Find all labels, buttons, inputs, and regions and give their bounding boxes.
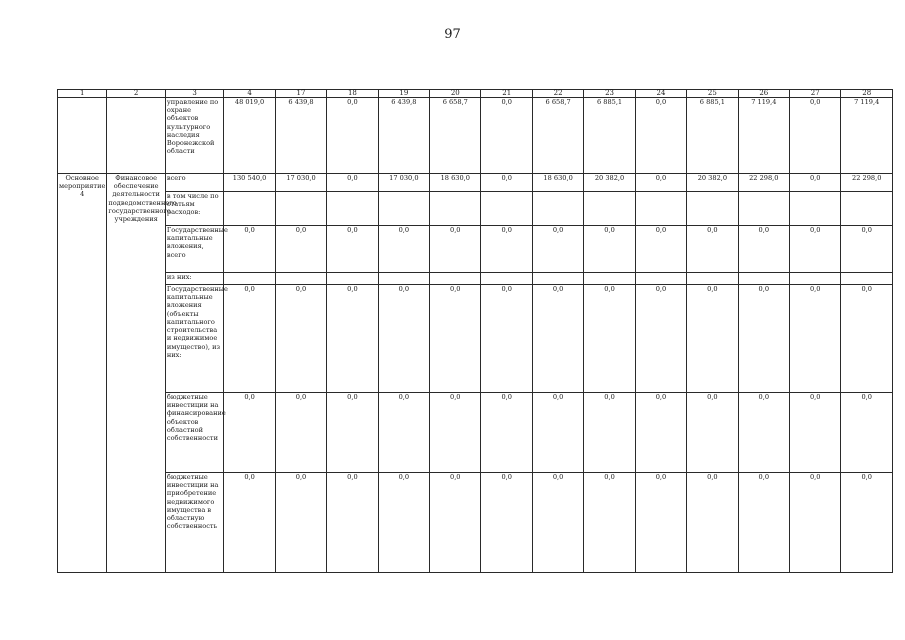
- value-cell: [224, 192, 275, 226]
- page-number: 97: [444, 27, 461, 42]
- value-cell: [430, 192, 481, 226]
- value-cell: 22 298,0: [738, 174, 789, 192]
- value-cell: 0,0: [224, 393, 275, 473]
- value-cell: 0,0: [481, 174, 532, 192]
- value-cell: 0,0: [687, 226, 738, 273]
- value-cell: 0,0: [224, 473, 275, 573]
- value-cell: 18 630,0: [430, 174, 481, 192]
- table-row: [58, 393, 893, 473]
- value-cell: 0,0: [481, 393, 532, 473]
- budget-table: [57, 89, 893, 573]
- value-cell: 20 382,0: [584, 174, 635, 192]
- value-cell: 0,0: [378, 285, 429, 393]
- table-row: [58, 273, 893, 285]
- table-row: [58, 98, 893, 174]
- value-cell: 18 630,0: [532, 174, 583, 192]
- value-cell: 0,0: [687, 393, 738, 473]
- value-cell: 0,0: [790, 393, 841, 473]
- value-cell: [430, 273, 481, 285]
- value-cell: 6 658,7: [532, 98, 583, 174]
- value-cell: [327, 192, 378, 226]
- value-cell: 0,0: [584, 285, 635, 393]
- value-cell: 0,0: [275, 226, 326, 273]
- table-row: [58, 174, 893, 192]
- column-header: 3: [165, 90, 223, 98]
- value-cell: 6 439,8: [275, 98, 326, 174]
- value-cell: 0,0: [790, 285, 841, 393]
- value-cell: 7 119,4: [841, 98, 893, 174]
- value-cell: 0,0: [275, 473, 326, 573]
- column-header: 26: [738, 90, 789, 98]
- value-cell: 0,0: [790, 174, 841, 192]
- value-cell: 0,0: [532, 285, 583, 393]
- value-cell: 0,0: [584, 393, 635, 473]
- expense-description: бюджетные инвестиции на приобретение недвижимого имущества в областную собственность: [165, 473, 223, 573]
- value-cell: 0,0: [327, 174, 378, 192]
- value-cell: 48 019,0: [224, 98, 275, 174]
- value-cell: 0,0: [430, 473, 481, 573]
- value-cell: [378, 273, 429, 285]
- value-cell: 0,0: [378, 473, 429, 573]
- value-cell: 0,0: [635, 473, 686, 573]
- table-header-row: [58, 90, 893, 98]
- value-cell: 0,0: [327, 226, 378, 273]
- value-cell: [532, 273, 583, 285]
- value-cell: 0,0: [532, 393, 583, 473]
- column-header: 19: [378, 90, 429, 98]
- value-cell: 7 119,4: [738, 98, 789, 174]
- value-cell: 0,0: [378, 393, 429, 473]
- expense-description: Государственные капитальные вложения (объекты капитального строительства и недвижимое имущество), из них:: [165, 285, 223, 393]
- value-cell: 6 885,1: [584, 98, 635, 174]
- value-cell: 0,0: [635, 285, 686, 393]
- value-cell: 0,0: [738, 393, 789, 473]
- column-header: 28: [841, 90, 893, 98]
- value-cell: 17 030,0: [275, 174, 326, 192]
- value-cell: 0,0: [327, 285, 378, 393]
- column-header: 20: [430, 90, 481, 98]
- value-cell: 0,0: [532, 473, 583, 573]
- value-cell: 0,0: [327, 393, 378, 473]
- value-cell: [841, 273, 893, 285]
- value-cell: 0,0: [738, 226, 789, 273]
- activity-cell: Финансовое обеспечение деятельности подведомственного государственного учреждения: [107, 174, 165, 573]
- expense-description: всего: [165, 174, 223, 192]
- column-header: 1: [58, 90, 107, 98]
- value-cell: [481, 192, 532, 226]
- value-cell: 0,0: [841, 393, 893, 473]
- value-cell: 17 030,0: [378, 174, 429, 192]
- value-cell: 0,0: [738, 473, 789, 573]
- column-header: 21: [481, 90, 532, 98]
- value-cell: 6 658,7: [430, 98, 481, 174]
- table-row: [58, 473, 893, 573]
- table-row: [58, 285, 893, 393]
- value-cell: [687, 192, 738, 226]
- column-header: 23: [584, 90, 635, 98]
- value-cell: 22 298,0: [841, 174, 893, 192]
- value-cell: [481, 273, 532, 285]
- value-cell: 0,0: [430, 393, 481, 473]
- value-cell: 0,0: [430, 285, 481, 393]
- column-header: 18: [327, 90, 378, 98]
- value-cell: 0,0: [327, 473, 378, 573]
- value-cell: 0,0: [327, 98, 378, 174]
- value-cell: 0,0: [584, 473, 635, 573]
- expense-description: Государственные капитальные вложения, всего: [165, 226, 223, 273]
- value-cell: [635, 192, 686, 226]
- expense-description: из них:: [165, 273, 223, 285]
- value-cell: 6 439,8: [378, 98, 429, 174]
- value-cell: 0,0: [430, 226, 481, 273]
- value-cell: 0,0: [635, 393, 686, 473]
- measure-cell: [58, 98, 107, 174]
- value-cell: [224, 273, 275, 285]
- value-cell: [841, 192, 893, 226]
- column-header: 2: [107, 90, 165, 98]
- column-header: 24: [635, 90, 686, 98]
- expense-description: управление по охране объектов культурного наследия Воронежской области: [165, 98, 223, 174]
- value-cell: 0,0: [224, 285, 275, 393]
- table-row: [58, 226, 893, 273]
- table-row: [58, 192, 893, 226]
- value-cell: 130 540,0: [224, 174, 275, 192]
- expense-description: бюджетные инвестиции на финансирование объектов областной собственности: [165, 393, 223, 473]
- value-cell: [790, 273, 841, 285]
- value-cell: 0,0: [532, 226, 583, 273]
- value-cell: [738, 192, 789, 226]
- value-cell: 0,0: [841, 473, 893, 573]
- value-cell: 0,0: [224, 226, 275, 273]
- value-cell: 0,0: [584, 226, 635, 273]
- value-cell: 6 885,1: [687, 98, 738, 174]
- value-cell: 0,0: [481, 473, 532, 573]
- column-header: 17: [275, 90, 326, 98]
- value-cell: 0,0: [481, 98, 532, 174]
- column-header: 4: [224, 90, 275, 98]
- value-cell: 0,0: [687, 285, 738, 393]
- value-cell: [584, 273, 635, 285]
- activity-cell: [107, 98, 165, 174]
- value-cell: 0,0: [790, 226, 841, 273]
- value-cell: [687, 273, 738, 285]
- value-cell: 0,0: [841, 226, 893, 273]
- value-cell: 0,0: [378, 226, 429, 273]
- value-cell: 0,0: [841, 285, 893, 393]
- value-cell: 20 382,0: [687, 174, 738, 192]
- measure-cell: Основное мероприятие 4: [58, 174, 107, 573]
- value-cell: 0,0: [790, 473, 841, 573]
- value-cell: 0,0: [481, 226, 532, 273]
- value-cell: 0,0: [635, 98, 686, 174]
- value-cell: 0,0: [275, 285, 326, 393]
- value-cell: [738, 273, 789, 285]
- value-cell: [584, 192, 635, 226]
- column-header: 25: [687, 90, 738, 98]
- column-header: 22: [532, 90, 583, 98]
- value-cell: [327, 273, 378, 285]
- column-header: 27: [790, 90, 841, 98]
- value-cell: [275, 192, 326, 226]
- value-cell: [532, 192, 583, 226]
- value-cell: [378, 192, 429, 226]
- value-cell: [790, 192, 841, 226]
- value-cell: 0,0: [635, 174, 686, 192]
- value-cell: [275, 273, 326, 285]
- value-cell: 0,0: [687, 473, 738, 573]
- value-cell: 0,0: [790, 98, 841, 174]
- value-cell: 0,0: [738, 285, 789, 393]
- value-cell: 0,0: [635, 226, 686, 273]
- value-cell: 0,0: [481, 285, 532, 393]
- value-cell: 0,0: [275, 393, 326, 473]
- value-cell: [635, 273, 686, 285]
- expense-description: в том числе по статьям расходов:: [165, 192, 223, 226]
